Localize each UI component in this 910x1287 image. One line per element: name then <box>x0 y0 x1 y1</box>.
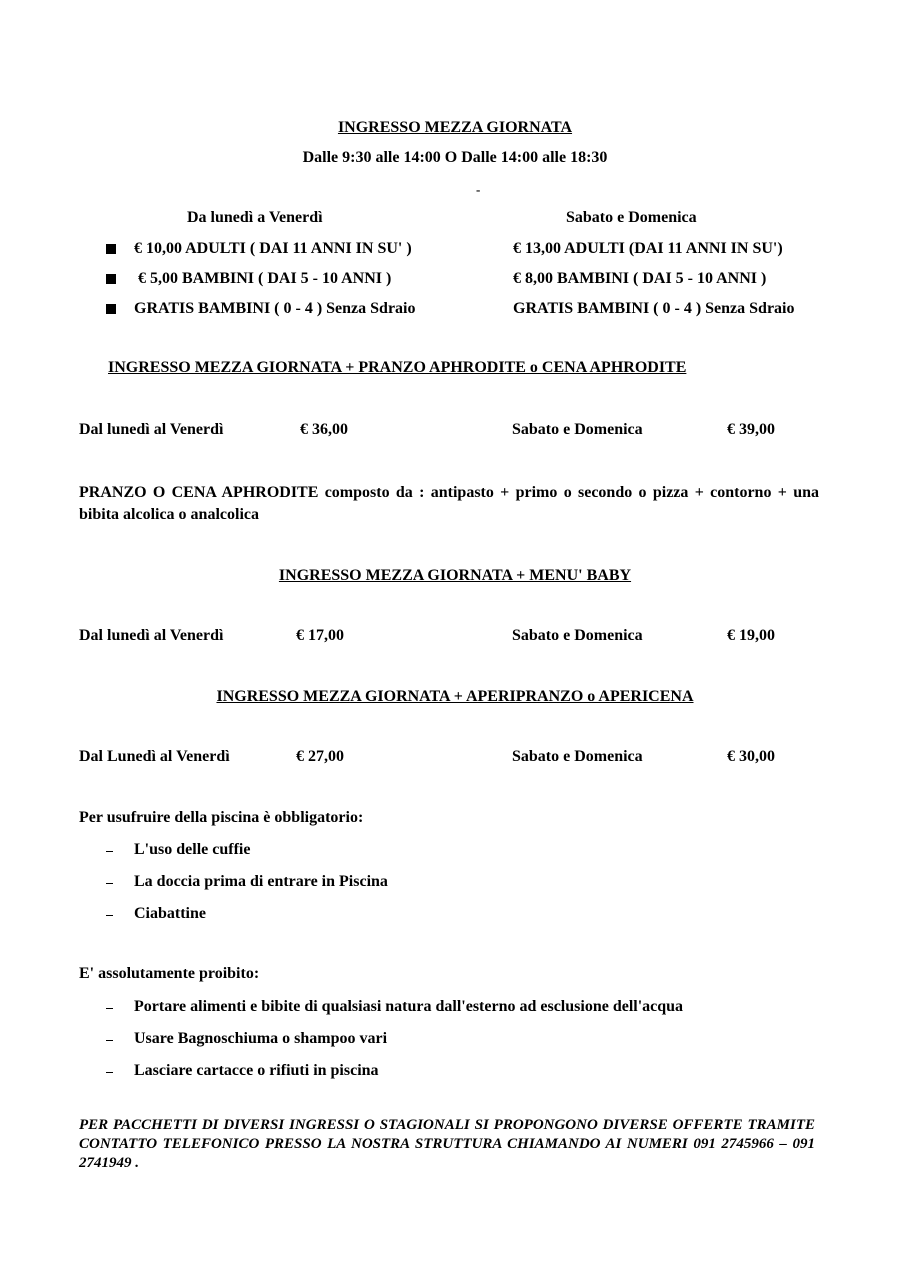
weekday-heading: Da lunedì a Venerdì <box>187 209 323 226</box>
prohibition-item: Portare alimenti e bibite di qualsiasi natura dall'esterno ad esclusione dell'acqua <box>134 998 684 1015</box>
weekend-heading: Sabato e Domenica <box>566 209 697 226</box>
baby-package-title: INGRESSO MEZZA GIORNATA + MENU' BABY <box>278 567 632 584</box>
lunch-weekday-label: Dal lunedì al Venerdì <box>79 421 224 438</box>
baby-weekend-label: Sabato e Domenica <box>512 627 643 644</box>
prohibitions-heading: E' assolutamente proibito: <box>79 965 260 982</box>
baby-weekend-price: € 19,00 <box>727 627 775 644</box>
dash-icon <box>106 1072 113 1073</box>
pool-rules-heading: Per usufruire della piscina è obbligatorio: <box>79 809 364 826</box>
weekend-price-children: € 8,00 BAMBINI ( DAI 5 - 10 ANNI ) <box>513 270 767 287</box>
aperitivo-weekend-price: € 30,00 <box>727 748 775 765</box>
pool-rule-item: L'uso delle cuffie <box>134 841 251 858</box>
dash-icon <box>106 1008 113 1009</box>
weekday-price-children: € 5,00 BAMBINI ( DAI 5 - 10 ANNI ) <box>138 270 392 287</box>
half-day-title: INGRESSO MEZZA GIORNATA <box>337 119 573 136</box>
dash-icon <box>106 883 113 884</box>
prohibition-item: Lasciare cartacce o rifiuti in piscina <box>134 1062 379 1079</box>
baby-weekday-price: € 17,00 <box>296 627 344 644</box>
weekend-price-free: GRATIS BAMBINI ( 0 - 4 ) Senza Sdraio <box>513 300 795 317</box>
bullet-icon <box>106 274 116 284</box>
prohibition-item: Usare Bagnoschiuma o shampoo vari <box>134 1030 388 1047</box>
dash-icon <box>106 915 113 916</box>
lunch-weekend-label: Sabato e Domenica <box>512 421 643 438</box>
pool-rule-item: Ciabattine <box>134 905 206 922</box>
bullet-icon <box>106 244 116 254</box>
aperitivo-weekend-label: Sabato e Domenica <box>512 748 643 765</box>
dash-icon <box>106 1040 113 1041</box>
aperitivo-weekday-label: Dal Lunedì al Venerdì <box>79 748 230 765</box>
half-day-hours: Dalle 9:30 alle 14:00 O Dalle 14:00 alle 18:30 <box>302 149 608 166</box>
lunch-package-title: INGRESSO MEZZA GIORNATA + PRANZO APHRODITE o CENA APHRODITE <box>108 359 687 376</box>
separator-dash: - <box>476 182 481 197</box>
baby-weekday-label: Dal lunedì al Venerdì <box>79 627 224 644</box>
footer-note: PER PACCHETTI DI DIVERSI INGRESSI O STAGIONALI SI PROPONGONO DIVERSE OFFERTE TRAMITE CONTATTO TELEFONICO PRESSO LA NOSTRA STRUTTURA CHIAMANDO AI NUMERI 091 2745966 – 091 2741949 . <box>79 1117 815 1171</box>
pool-rule-item: La doccia prima di entrare in Piscina <box>134 873 388 890</box>
weekday-price-free: GRATIS BAMBINI ( 0 - 4 ) Senza Sdraio <box>134 300 416 317</box>
lunch-weekend-price: € 39,00 <box>727 421 775 438</box>
weekend-price-adults: € 13,00 ADULTI (DAI 11 ANNI IN SU') <box>513 240 783 257</box>
aperitivo-package-title: INGRESSO MEZZA GIORNATA + APERIPRANZO o APERICENA <box>216 688 694 705</box>
dash-icon <box>106 851 113 852</box>
aperitivo-weekday-price: € 27,00 <box>296 748 344 765</box>
lunch-package-description: PRANZO O CENA APHRODITE composto da : antipasto + primo o secondo o pizza + contorno + una bibita alcolica o analcolica <box>79 484 819 523</box>
bullet-icon <box>106 304 116 314</box>
weekday-price-adults: € 10,00 ADULTI ( DAI 11 ANNI IN SU' ) <box>134 240 412 257</box>
lunch-weekday-price: € 36,00 <box>300 421 348 438</box>
